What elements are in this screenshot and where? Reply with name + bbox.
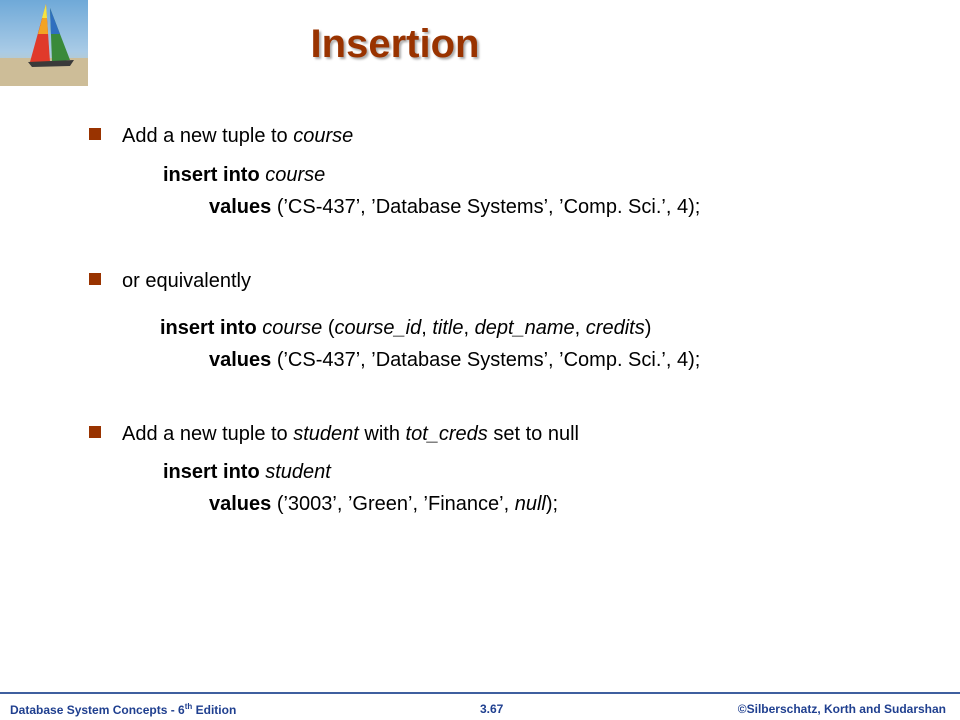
sql-line: values (’CS-437’, ’Database Systems’, ’Comp. Sci.’, 4);	[209, 349, 701, 371]
footer-divider	[0, 692, 960, 694]
bullet-item: or equivalently	[89, 270, 251, 293]
sql-code-block	[163, 456, 558, 520]
footer-copyright: ©Silberschatz, Korth and Sudarshan	[737, 702, 946, 716]
sql-line: insert into course (course_id, title, dept_name, credits)	[160, 317, 652, 339]
bullet-marker-icon	[89, 273, 101, 285]
sql-code-block	[160, 312, 700, 376]
sql-line: values (’3003’, ’Green’, ’Finance’, null);	[209, 493, 559, 515]
bullet-item: Add a new tuple to student with tot_creds set to null	[89, 423, 579, 446]
sql-line: values (’CS-437’, ’Database Systems’, ’Comp. Sci.’, 4);	[209, 196, 701, 218]
footer-page-number: 3.67	[480, 702, 504, 716]
footer-book-title: Database System Concepts - 6th Edition	[10, 702, 237, 717]
sql-line: insert into course	[163, 164, 326, 186]
bullet-marker-icon	[89, 128, 101, 140]
sql-code-block	[163, 159, 700, 223]
sql-line: insert into student	[163, 461, 331, 483]
slide-title: Insertion	[310, 22, 480, 66]
bullet-marker-icon	[89, 426, 101, 438]
bullet-item: Add a new tuple to course	[89, 125, 353, 148]
sailboat-logo	[0, 0, 88, 86]
